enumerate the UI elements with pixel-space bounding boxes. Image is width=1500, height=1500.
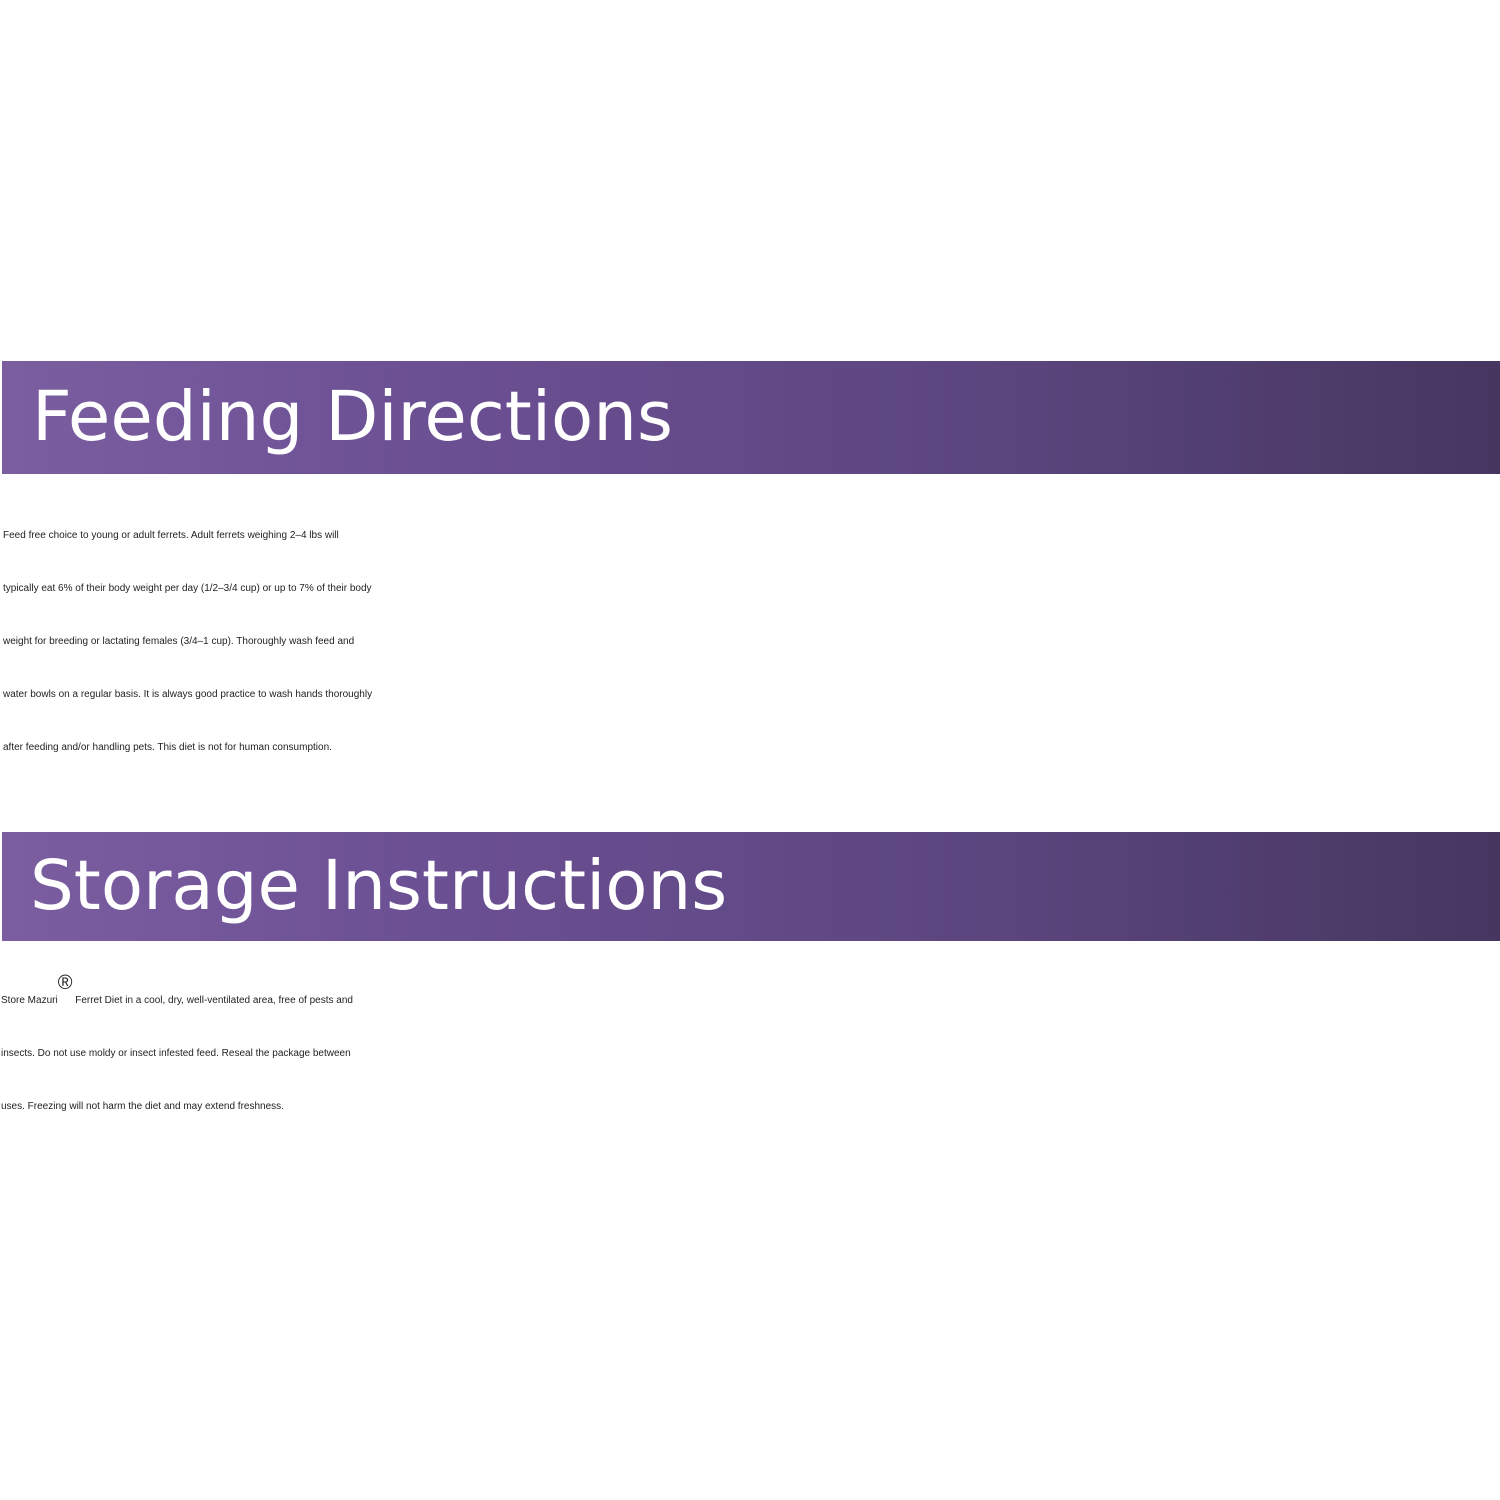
storage-instructions-banner	[2, 832, 1500, 941]
feeding-line-1: Feed free choice to young or adult ferrets. Adult ferrets weighing 2–4 lbs will	[3, 530, 339, 541]
feeding-directions-text	[3, 509, 1497, 774]
storage-instructions-heading: Storage Instructions	[30, 846, 728, 926]
feeding-line-2: typically eat 6% of their body weight per day (1/2–3/4 cup) or up to 7% of their body	[3, 583, 372, 594]
storage-line-3: uses. Freezing will not harm the diet and may extend freshness.	[1, 1101, 284, 1112]
feeding-line-3: weight for breeding or lactating females (3/4–1 cup). Thoroughly wash feed and	[3, 636, 355, 647]
registered-mark: ®	[57, 972, 73, 994]
feeding-directions-banner	[2, 361, 1500, 474]
feeding-line-4: water bowls on a regular basis. It is always good practice to wash hands thoroughly	[3, 689, 373, 700]
storage-line-1-end: Ferret Diet in a cool, dry, well-ventilated area, free of pests and	[72, 995, 353, 1006]
storage-line-2: insects. Do not use moldy or insect infested feed. Reseal the package between	[1, 1048, 351, 1059]
feeding-directions-heading: Feeding Directions	[32, 377, 673, 457]
feeding-line-5: after feeding and/or handling pets. This diet is not for human consumption.	[3, 742, 332, 753]
storage-instructions-text	[1, 974, 1495, 1133]
storage-line-1-start: Store Mazuri	[1, 995, 58, 1006]
storage-line-1	[1, 974, 1495, 1027]
